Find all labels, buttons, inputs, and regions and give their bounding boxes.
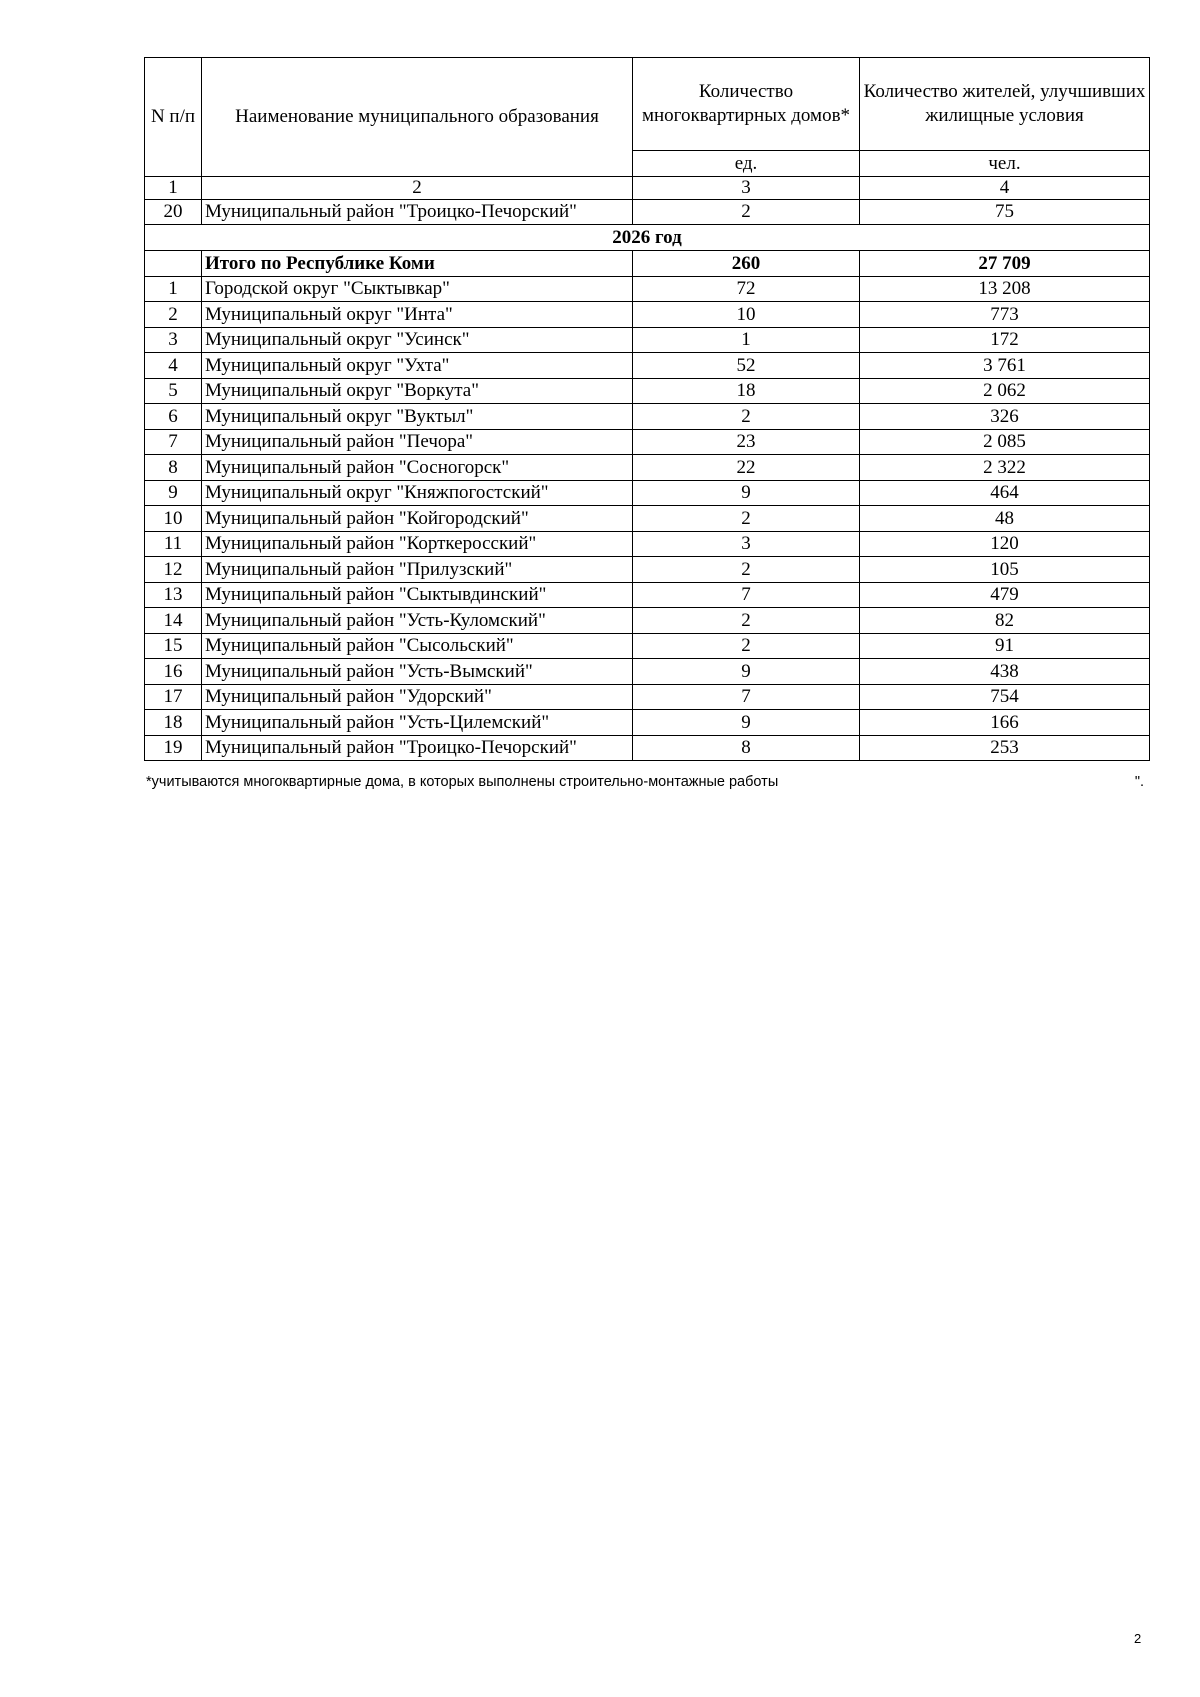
year-label: 2026 год xyxy=(145,225,1150,251)
row-residents: 479 xyxy=(860,582,1150,608)
row-residents: 464 xyxy=(860,480,1150,506)
row-houses: 9 xyxy=(633,480,860,506)
header-name: Наименование муниципального образования xyxy=(202,58,633,177)
row-num: 18 xyxy=(145,710,202,736)
row-residents: 91 xyxy=(860,633,1150,659)
row-num: 11 xyxy=(145,531,202,557)
row-residents: 2 085 xyxy=(860,429,1150,455)
row-num: 3 xyxy=(145,327,202,353)
row-num: 20 xyxy=(145,199,202,225)
row-residents: 166 xyxy=(860,710,1150,736)
row-residents: 120 xyxy=(860,531,1150,557)
row-residents: 13 208 xyxy=(860,276,1150,302)
header-houses: Количество многоквартирных домов* xyxy=(633,58,860,151)
row-houses: 2 xyxy=(633,557,860,583)
row-name: Муниципальный округ "Инта" xyxy=(202,302,633,328)
row-residents: 2 322 xyxy=(860,455,1150,481)
row-name: Муниципальный район "Печора" xyxy=(202,429,633,455)
table-row xyxy=(145,582,1150,608)
housing-table xyxy=(144,57,1150,761)
row-name: Муниципальный район "Усть-Вымский" xyxy=(202,659,633,685)
year-row xyxy=(145,225,1150,251)
header-residents: Количество жителей, улучшивших жилищные условия xyxy=(860,58,1150,151)
row-residents: 75 xyxy=(860,199,1150,225)
row-name: Муниципальный округ "Ухта" xyxy=(202,353,633,379)
table-row xyxy=(145,378,1150,404)
table-row xyxy=(145,506,1150,532)
row-houses: 2 xyxy=(633,199,860,225)
row-name: Муниципальный округ "Усинск" xyxy=(202,327,633,353)
row-houses: 9 xyxy=(633,710,860,736)
total-row xyxy=(145,251,1150,277)
row-num: 19 xyxy=(145,735,202,761)
table-row xyxy=(145,302,1150,328)
table-row xyxy=(145,276,1150,302)
page-number: 2 xyxy=(1134,1631,1142,1646)
row-name: Муниципальный округ "Воркута" xyxy=(202,378,633,404)
table-row xyxy=(145,353,1150,379)
row-num: 17 xyxy=(145,684,202,710)
table-row xyxy=(145,735,1150,761)
table-row xyxy=(145,608,1150,634)
row-houses: 1 xyxy=(633,327,860,353)
row-houses: 8 xyxy=(633,735,860,761)
table-row xyxy=(145,480,1150,506)
total-name: Итого по Республике Коми xyxy=(202,251,633,277)
footnote-text: *учитываются многоквартирные дома, в которых выполнены строительно-монтажные работы xyxy=(146,774,779,790)
footnote-closing-quote: ". xyxy=(1134,774,1144,790)
table-row xyxy=(145,633,1150,659)
row-houses: 18 xyxy=(633,378,860,404)
row-name: Муниципальный район "Корткеросский" xyxy=(202,531,633,557)
row-num: 13 xyxy=(145,582,202,608)
row-residents: 773 xyxy=(860,302,1150,328)
row-houses: 2 xyxy=(633,506,860,532)
total-residents: 27 709 xyxy=(860,251,1150,277)
table-row xyxy=(145,404,1150,430)
row-num: 2 xyxy=(145,302,202,328)
row-houses: 9 xyxy=(633,659,860,685)
row-houses: 22 xyxy=(633,455,860,481)
row-name: Муниципальный округ "Вуктыл" xyxy=(202,404,633,430)
table-row xyxy=(145,659,1150,685)
row-houses: 23 xyxy=(633,429,860,455)
table-header-row xyxy=(145,58,1150,151)
row-num: 9 xyxy=(145,480,202,506)
row-houses: 3 xyxy=(633,531,860,557)
row-name: Муниципальный район "Троицко-Печорский" xyxy=(202,735,633,761)
row-residents: 754 xyxy=(860,684,1150,710)
row-name: Муниципальный район "Усть-Куломский" xyxy=(202,608,633,634)
unit-residents: чел. xyxy=(860,151,1150,177)
row-houses: 72 xyxy=(633,276,860,302)
row-houses: 52 xyxy=(633,353,860,379)
column-number: 3 xyxy=(633,177,860,200)
table-row xyxy=(145,199,1150,225)
row-name: Муниципальный район "Прилузский" xyxy=(202,557,633,583)
row-num: 6 xyxy=(145,404,202,430)
row-name: Муниципальный район "Сыктывдинский" xyxy=(202,582,633,608)
row-residents: 82 xyxy=(860,608,1150,634)
row-houses: 7 xyxy=(633,684,860,710)
table-row xyxy=(145,684,1150,710)
column-numbers-row xyxy=(145,177,1150,200)
table-row xyxy=(145,531,1150,557)
column-number: 2 xyxy=(202,177,633,200)
row-residents: 105 xyxy=(860,557,1150,583)
row-name: Городской округ "Сыктывкар" xyxy=(202,276,633,302)
row-houses: 2 xyxy=(633,404,860,430)
row-name: Муниципальный район "Усть-Цилемский" xyxy=(202,710,633,736)
total-num xyxy=(145,251,202,277)
row-name: Муниципальный район "Сысольский" xyxy=(202,633,633,659)
row-num: 4 xyxy=(145,353,202,379)
row-name: Муниципальный район "Удорский" xyxy=(202,684,633,710)
row-name: Муниципальный район "Сосногорск" xyxy=(202,455,633,481)
row-num: 10 xyxy=(145,506,202,532)
row-residents: 3 761 xyxy=(860,353,1150,379)
row-num: 15 xyxy=(145,633,202,659)
row-num: 5 xyxy=(145,378,202,404)
table-row xyxy=(145,327,1150,353)
row-num: 12 xyxy=(145,557,202,583)
column-number: 1 xyxy=(145,177,202,200)
row-houses: 7 xyxy=(633,582,860,608)
column-number: 4 xyxy=(860,177,1150,200)
row-num: 1 xyxy=(145,276,202,302)
row-name: Муниципальный округ "Княжпогостский" xyxy=(202,480,633,506)
footnote xyxy=(146,774,1149,790)
row-name: Муниципальный район "Троицко-Печорский" xyxy=(202,199,633,225)
row-num: 7 xyxy=(145,429,202,455)
unit-houses: ед. xyxy=(633,151,860,177)
row-houses: 2 xyxy=(633,608,860,634)
row-num: 14 xyxy=(145,608,202,634)
row-residents: 2 062 xyxy=(860,378,1150,404)
row-num: 8 xyxy=(145,455,202,481)
header-num: N п/п xyxy=(145,58,202,177)
row-name: Муниципальный район "Койгородский" xyxy=(202,506,633,532)
table-row xyxy=(145,429,1150,455)
row-houses: 10 xyxy=(633,302,860,328)
table-row xyxy=(145,455,1150,481)
row-residents: 253 xyxy=(860,735,1150,761)
total-houses: 260 xyxy=(633,251,860,277)
row-residents: 326 xyxy=(860,404,1150,430)
row-houses: 2 xyxy=(633,633,860,659)
row-residents: 48 xyxy=(860,506,1150,532)
row-residents: 172 xyxy=(860,327,1150,353)
table-row xyxy=(145,710,1150,736)
table-row xyxy=(145,557,1150,583)
row-residents: 438 xyxy=(860,659,1150,685)
row-num: 16 xyxy=(145,659,202,685)
